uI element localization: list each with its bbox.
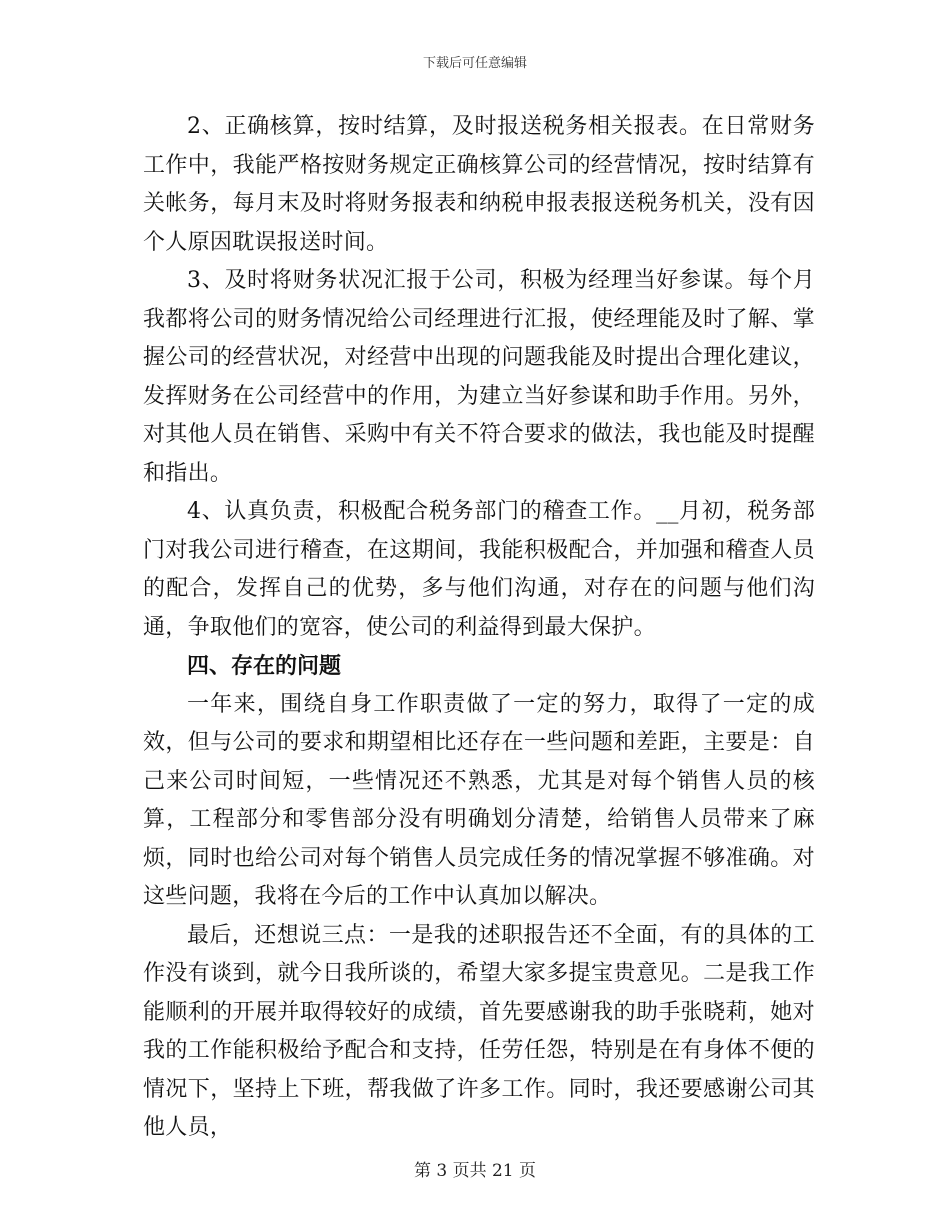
paragraph-item-4: 4、认真负责，积极配合税务部门的稽查工作。__月初，税务部门对我公司进行稽查，在这期间，我能积极配合，并加强和稽查人员的配合，发挥自己的优势，多与他们沟通，对存在的问题与他们沟通，争取他们的宽容，使公司的利益得到最大保护。 [143,499,815,640]
paragraph-item-2: 2、正确核算，按时结算，及时报送税务相关报表。在日常财务工作中，我能严格按财务规定正确核算公司的经营情况，按时结算有关帐务，每月末及时将财务报表和纳税申报表报送税务机关，没有因个人原因耽误报送时间。 [143,114,815,255]
paragraph-item-3: 3、及时将财务状况汇报于公司，积极为经理当好参谋。每个月我都将公司的财务情况给公司经理进行汇报，使经理能及时了解、掌握公司的经营状况，对经营中出现的问题我能及时提出合理化建议，发挥财务在公司经营中的作用，为建立当好参谋和助手作用。另外，对其他人员在销售、采购中有关不符合要求的做法，我也能及时提醒和指出。 [143,268,815,486]
paragraph-closing: 最后，还想说三点：一是我的述职报告还不全面，有的具体的工作没有谈到，就今日我所谈的，希望大家多提宝贵意见。二是我工作能顺利的开展并取得较好的成绩，首先要感谢我的助手张晓莉，她对我的工作能积极给予配合和支持，任劳任怨，特别是在有身体不便的情况下，坚持上下班，帮我做了许多工作。同时，我还要感谢公司其他人员， [143,922,815,1140]
document-body [143,108,815,1148]
page-number-footer: 第 3 页共 21 页 [413,1161,537,1181]
page-header: 下载后可任意编辑 [422,56,527,71]
paragraph-problems: 一年来，围绕自身工作职责做了一定的努力，取得了一定的成效，但与公司的要求和期望相比还存在一些问题和差距，主要是：自己来公司时间短，一些情况还不熟悉，尤其是对每个销售人员的核算，工程部分和零售部分没有明确划分清楚，给销售人员带来了麻烦，同时也给公司对每个销售人员完成任务的情况掌握不够准确。对这些问题，我将在今后的工作中认真加以解决。 [143,691,815,909]
section-heading-problems: 四、存在的问题 [187,653,342,679]
